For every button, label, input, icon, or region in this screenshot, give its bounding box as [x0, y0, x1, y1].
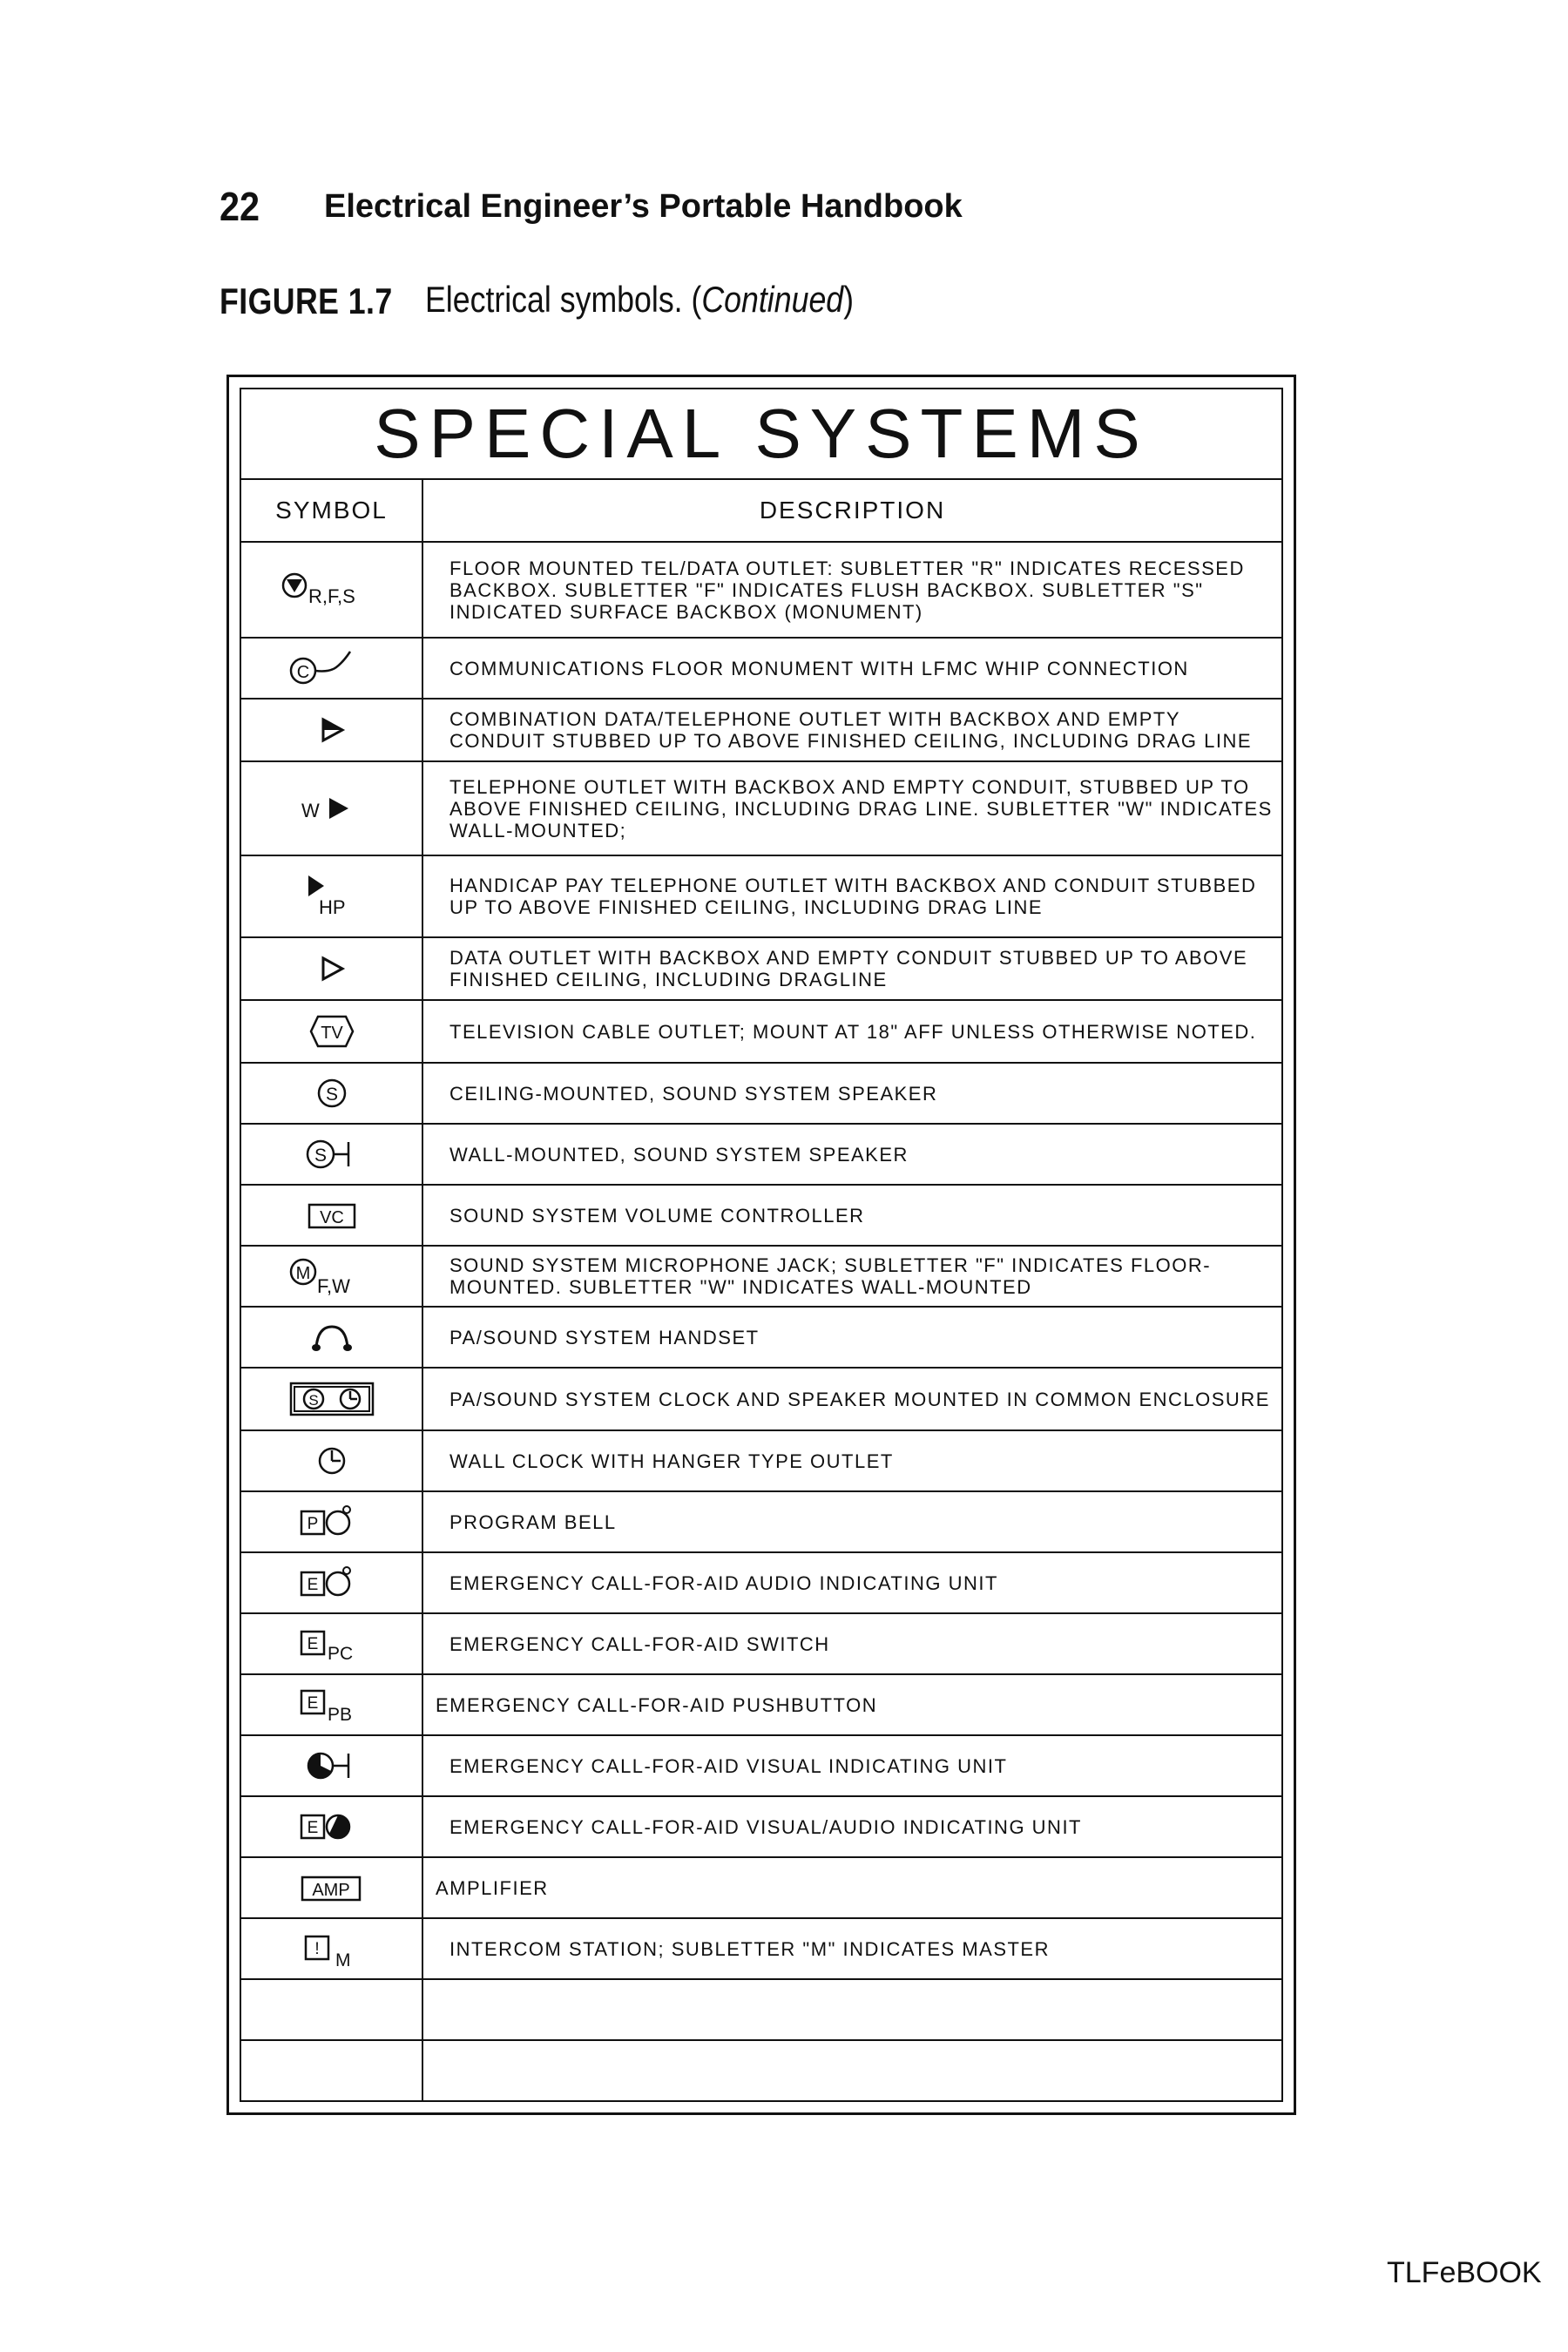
row-description: WALL CLOCK WITH HANGER TYPE OUTLET	[449, 1450, 894, 1472]
row-description: EMERGENCY CALL-FOR-AID PUSHBUTTON	[436, 1693, 878, 1716]
figure-caption-close: )	[843, 279, 855, 320]
symbol-ceiling-speaker	[241, 1064, 422, 1123]
row-description: INTERCOM STATION; SUBLETTER "M" INDICATES MASTER	[449, 1937, 1050, 1960]
description-ceiling-speaker	[449, 1064, 1277, 1123]
row-description: CEILING-MOUNTED, SOUND SYSTEM SPEAKER	[449, 1082, 938, 1105]
description-wall-speaker	[449, 1125, 1277, 1184]
symbol-subscript: HP	[318, 896, 346, 918]
row-description: AMPLIFIER	[436, 1876, 549, 1899]
intercom-station-icon	[297, 1928, 367, 1970]
symbol-emergency-pushbutton	[241, 1675, 422, 1734]
symbol-letter: TV	[320, 1024, 343, 1043]
symbol-letter: S	[308, 1392, 319, 1409]
emergency-pushbutton-icon	[293, 1684, 371, 1726]
book-title: Electrical Engineer’s Portable Handbook	[324, 188, 963, 225]
symbol-data-outlet	[241, 938, 422, 999]
column-header-description: DESCRIPTION	[759, 497, 946, 524]
row-description: WALL-MOUNTED, SOUND SYSTEM SPEAKER	[449, 1143, 909, 1166]
symbol-wall-speaker	[241, 1125, 422, 1184]
description-handset	[449, 1308, 1277, 1367]
symbol-letter: E	[307, 1819, 318, 1837]
symbol-program-bell	[241, 1492, 422, 1551]
figure-caption-italic: Continued	[701, 279, 844, 320]
microphone-jack-icon	[284, 1254, 380, 1298]
row-separator	[241, 2039, 1281, 2041]
comm-floor-monument-icon	[284, 646, 380, 690]
program-bell-icon	[293, 1501, 371, 1543]
symbol-emergency-switch	[241, 1614, 422, 1673]
row-description: SOUND SYSTEM MICROPHONE JACK; SUBLETTER "F" INDICATES FLOOR-MOUNTED. SUBLETTER "W" INDICATES WALL-MOUNTED	[449, 1254, 1212, 1298]
row-description: EMERGENCY CALL-FOR-AID SWITCH	[449, 1632, 830, 1655]
row-description: PA/SOUND SYSTEM CLOCK AND SPEAKER MOUNTED IN COMMON ENCLOSURE	[449, 1388, 1270, 1410]
description-amplifier	[436, 1858, 1263, 1917]
symbol-comm-floor-monument	[241, 639, 422, 698]
symbol-subscript: PC	[327, 1644, 353, 1664]
description-clock-speaker	[449, 1369, 1277, 1429]
combo-data-tel-outlet-icon	[314, 713, 349, 747]
symbol-letter: E	[307, 1635, 318, 1653]
wall-speaker-icon	[301, 1135, 362, 1173]
symbol-subscript: M	[335, 1950, 350, 1970]
description-telephone-outlet	[449, 762, 1277, 855]
clock-speaker-icon	[284, 1378, 380, 1420]
symbol-floor-tel-data-outlet	[241, 543, 422, 637]
symbol-letter: E	[307, 1694, 318, 1713]
symbol-letter: P	[307, 1515, 318, 1533]
description-microphone-jack	[449, 1247, 1277, 1306]
row-description: PROGRAM BELL	[449, 1511, 617, 1533]
description-emergency-visual-audio-unit	[449, 1797, 1277, 1856]
row-description: TELEVISION CABLE OUTLET; MOUNT AT 18" AFF UNLESS OTHERWISE NOTED.	[449, 1020, 1257, 1043]
data-outlet-icon	[314, 951, 349, 986]
symbol-microphone-jack	[241, 1247, 422, 1306]
symbol-intercom-station	[241, 1919, 422, 1978]
emergency-visual-unit-icon	[301, 1747, 362, 1785]
volume-controller-icon	[304, 1198, 360, 1233]
symbol-letter: C	[296, 663, 309, 682]
wall-clock-icon	[313, 1442, 351, 1480]
row-description: DATA OUTLET WITH BACKBOX AND EMPTY CONDUIT STUBBED UP TO ABOVE FINISHED CEILING, INCLUDING DRAGLINE	[449, 947, 1248, 990]
symbol-volume-controller	[241, 1186, 422, 1245]
description-combo-data-tel-outlet	[449, 700, 1277, 760]
description-handicap-pay-phone	[449, 856, 1277, 936]
symbol-emergency-visual-unit	[241, 1736, 422, 1795]
row-description: COMMUNICATIONS FLOOR MONUMENT WITH LFMC WHIP CONNECTION	[449, 657, 1189, 679]
symbol-prefix: W	[301, 800, 320, 821]
row-description: PA/SOUND SYSTEM HANDSET	[449, 1326, 760, 1348]
symbol-letter: S	[314, 1146, 327, 1166]
column-header-symbol: SYMBOL	[275, 497, 388, 524]
description-comm-floor-monument	[449, 639, 1277, 698]
description-intercom-station	[449, 1919, 1277, 1978]
row-description: EMERGENCY CALL-FOR-AID VISUAL INDICATING UNIT	[449, 1754, 1008, 1777]
description-data-outlet	[449, 938, 1277, 999]
description-emergency-audio-unit	[449, 1553, 1277, 1612]
symbol-letter: M	[295, 1264, 310, 1283]
description-volume-controller	[449, 1186, 1277, 1245]
figure-caption	[425, 279, 854, 321]
footer-watermark: TLFeBOOK	[1387, 2256, 1542, 2289]
symbol-subscript: PB	[327, 1705, 352, 1725]
symbol-letter: !	[314, 1940, 320, 1958]
symbol-subscript: F,W	[316, 1275, 350, 1297]
symbol-amplifier	[241, 1858, 422, 1917]
symbol-tv-outlet	[241, 1001, 422, 1062]
floor-tel-data-outlet-icon	[275, 568, 389, 612]
symbol-emergency-visual-audio-unit	[241, 1797, 422, 1856]
page-number: 22	[220, 184, 260, 229]
description-floor-tel-data-outlet	[449, 543, 1277, 637]
handicap-pay-phone-icon	[293, 870, 371, 923]
ceiling-speaker-icon	[313, 1074, 351, 1112]
figure-label: FIGURE 1.7	[220, 280, 393, 321]
symbol-clock-speaker	[241, 1369, 422, 1429]
table-title: SPECIAL SYSTEMS	[241, 389, 1281, 480]
description-emergency-switch	[449, 1614, 1277, 1673]
symbol-handset	[241, 1308, 422, 1367]
description-emergency-visual-unit	[449, 1736, 1277, 1795]
figure-caption-text: Electrical symbols. (	[425, 279, 702, 320]
row-description: TELEPHONE OUTLET WITH BACKBOX AND EMPTY CONDUIT, STUBBED UP TO ABOVE FINISHED CEILING, INCLUDING DRAG LINE. SUBLETTER "W" INDICATES WALL-MOUNTED;	[449, 775, 1273, 841]
symbol-wall-clock	[241, 1431, 422, 1490]
description-tv-outlet	[449, 1001, 1277, 1062]
symbol-combo-data-tel-outlet	[241, 700, 422, 760]
amplifier-icon	[297, 1870, 367, 1905]
symbol-emergency-audio-unit	[241, 1553, 422, 1612]
tv-outlet-icon	[306, 1010, 358, 1053]
row-separator	[241, 1978, 1281, 1980]
emergency-switch-icon	[293, 1623, 371, 1665]
row-description: FLOOR MOUNTED TEL/DATA OUTLET: SUBLETTER "R" INDICATES RECESSED BACKBOX. SUBLETTER "F" INDICATES FLUSH BACKBOX. SUBLETTER "S" INDICATED SURFACE BACKBOX (MONUMENT)	[449, 557, 1245, 623]
symbol-subscript: R,F,S	[308, 585, 355, 607]
symbol-letter: AMP	[311, 1881, 350, 1900]
symbol-letter: VC	[319, 1208, 344, 1227]
row-description: SOUND SYSTEM VOLUME CONTROLLER	[449, 1204, 865, 1227]
row-description: COMBINATION DATA/TELEPHONE OUTLET WITH BACKBOX AND EMPTY CONDUIT STUBBED UP TO ABOVE FINISHED CEILING, INCLUDING DRAG LINE	[449, 708, 1253, 752]
row-description: HANDICAP PAY TELEPHONE OUTLET WITH BACKBOX AND CONDUIT STUBBED UP TO ABOVE FINISHED CEILING, INCLUDING DRAG LINE	[449, 875, 1257, 918]
symbol-handicap-pay-phone	[241, 856, 422, 936]
handset-icon	[306, 1318, 358, 1356]
row-description: EMERGENCY CALL-FOR-AID AUDIO INDICATING UNIT	[449, 1571, 998, 1594]
description-emergency-pushbutton	[436, 1675, 1263, 1734]
emergency-audio-unit-icon	[293, 1562, 371, 1604]
description-program-bell	[449, 1492, 1277, 1551]
symbol-letter: S	[325, 1085, 338, 1105]
symbol-telephone-outlet	[241, 762, 422, 855]
row-description: EMERGENCY CALL-FOR-AID VISUAL/AUDIO INDICATING UNIT	[449, 1815, 1082, 1838]
emergency-visual-audio-unit-icon	[293, 1808, 371, 1846]
telephone-outlet-icon	[293, 791, 371, 826]
description-wall-clock	[449, 1431, 1277, 1490]
symbol-letter: E	[307, 1576, 318, 1594]
